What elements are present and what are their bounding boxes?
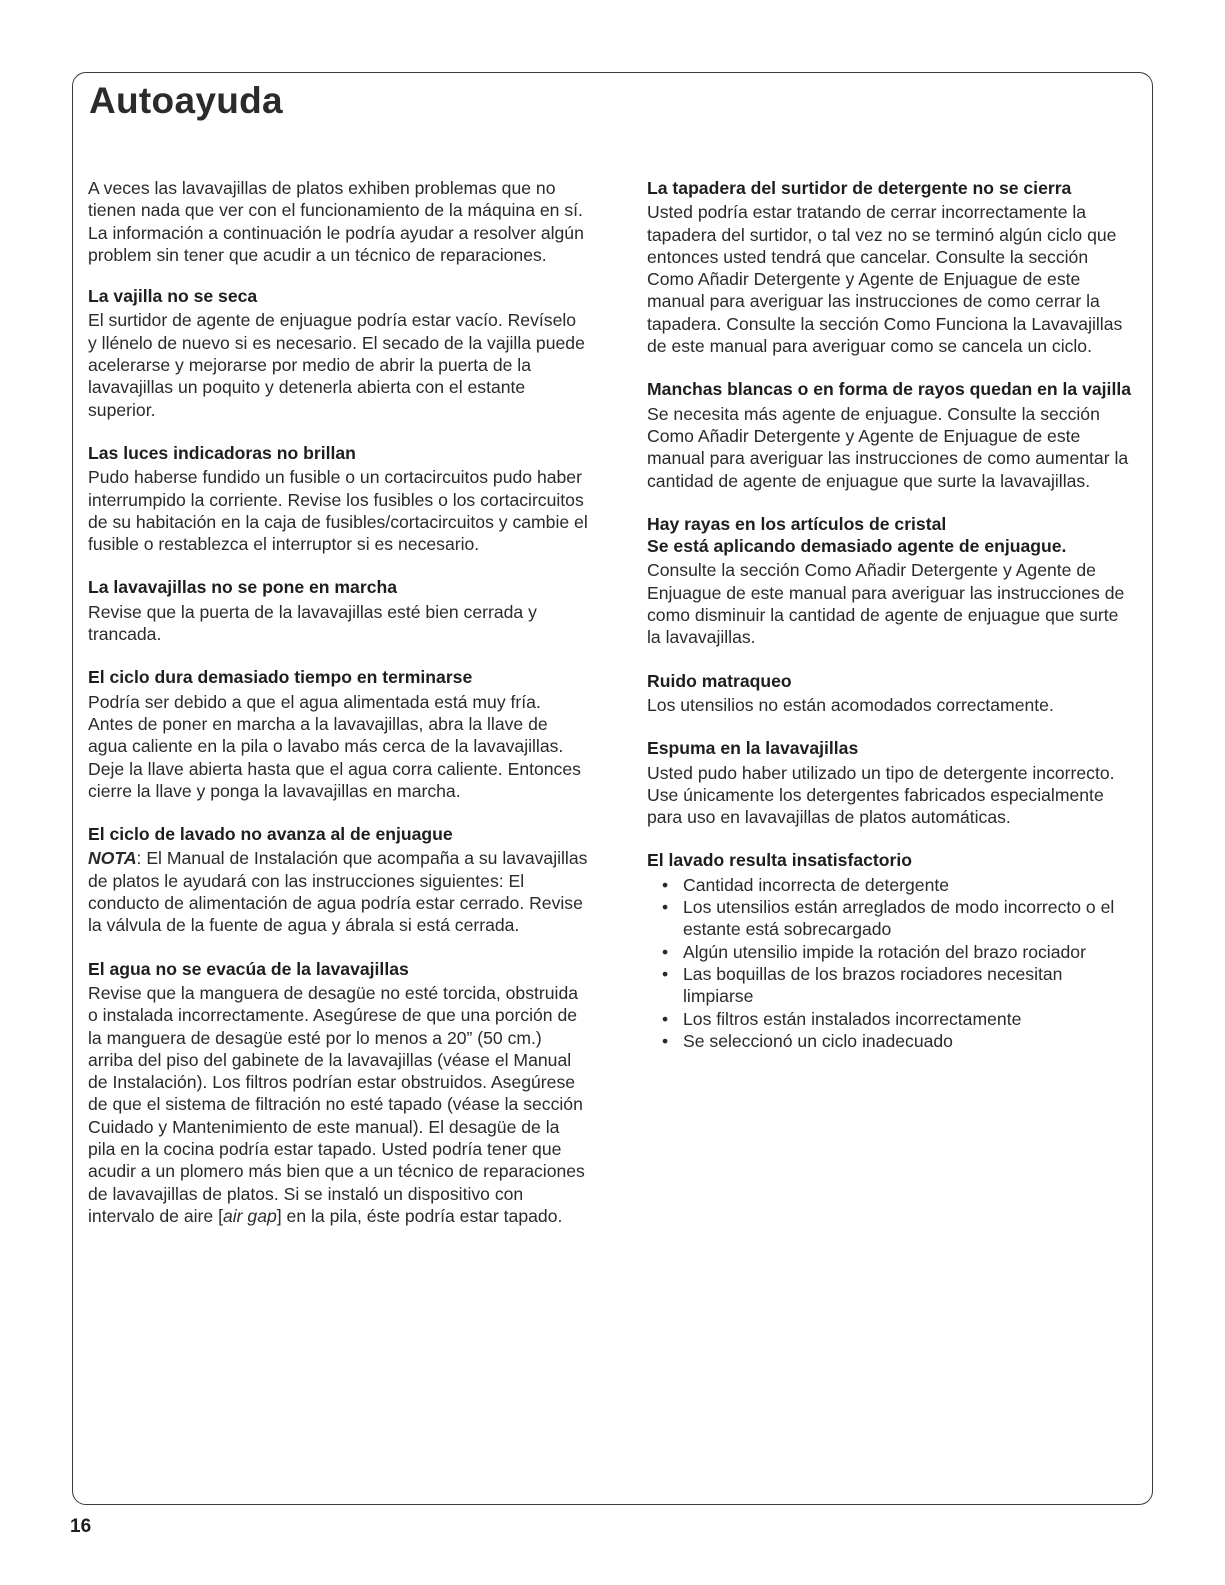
section-espuma bbox=[647, 737, 1137, 828]
section-text: Los utensilios no están acomodados correctamente. bbox=[647, 694, 1054, 715]
section-heading: Espuma en la lavavajillas bbox=[647, 738, 859, 759]
section-rayas-cristal bbox=[647, 513, 1137, 649]
section-no-se-pone-en-marcha bbox=[88, 576, 588, 645]
section-agua-no-se-evacua bbox=[88, 958, 588, 1228]
section-text: Consulte la sección Como Añadir Detergente y Agente de Enjuague de este manual para averiguar las instrucciones de como disminuir la cantidad de agente de enjuague que surte la lavavajillas. bbox=[647, 560, 1125, 648]
bullet-icon: • bbox=[662, 874, 669, 895]
list-item-text: Los utensilios están arreglados de modo incorrecto o el estante está sobrecargado bbox=[683, 897, 1115, 940]
section-text: El surtidor de agente de enjuague podría estar vacío. Revíselo y llénelo de nuevo si es necesario. El secado de la vajilla puede acelerarse y mejorarse por medio de abrir la puerta de la lavavajillas un poquito y detenerla abierta con el estante superior. bbox=[88, 310, 585, 420]
section-text: Se necesita más agente de enjuague. Consulte la sección Como Añadir Detergente y Agente de Enjuague de este manual para averiguar las instrucciones de como aumentar la cantidad de agente de enjuague que surte la lavavajillas. bbox=[647, 403, 1129, 491]
list-item bbox=[647, 1008, 1137, 1030]
left-column bbox=[88, 177, 588, 1248]
section-heading: El lavado resulta insatisfactorio bbox=[647, 850, 912, 871]
section-manchas-blancas bbox=[647, 378, 1137, 491]
bullet-icon: • bbox=[662, 1030, 669, 1051]
section-heading: Hay rayas en los artículos de cristal bbox=[647, 513, 947, 534]
list-item bbox=[647, 963, 1137, 1008]
list-item-text: Las boquillas de los brazos rociadores necesitan limpiarse bbox=[683, 963, 1063, 1007]
section-heading: El ciclo de lavado no avanza al de enjuague bbox=[88, 824, 453, 845]
bullet-icon: • bbox=[662, 941, 669, 962]
section-ciclo-no-avanza bbox=[88, 823, 588, 936]
section-luces-no-brillan bbox=[88, 442, 588, 555]
section-subheading: Se está aplicando demasiado agente de enjuague. bbox=[647, 536, 1067, 557]
bullet-icon: • bbox=[662, 963, 669, 984]
section-text bbox=[88, 982, 588, 1227]
section-lavado-insatisfactorio bbox=[647, 849, 1137, 1052]
right-column bbox=[647, 177, 1137, 1073]
list-item bbox=[647, 1030, 1137, 1052]
note-label: NOTA bbox=[88, 848, 137, 869]
section-heading: Ruido matraqueo bbox=[647, 670, 792, 691]
section-heading: La tapadera del surtidor de detergente no se cierra bbox=[647, 178, 1072, 198]
list-item bbox=[647, 941, 1137, 963]
bullet-icon: • bbox=[662, 897, 669, 918]
section-text: Pudo haberse fundido un fusible o un cortacircuitos pudo haber interrumpido la corriente. Revise los fusibles o los cortacircuitos de su habitación en la caja de fusibles/cortacircuitos y cambie el fusible o restablezca el interruptor si es necesario. bbox=[88, 467, 588, 555]
section-tapadera-no-se-cierra bbox=[647, 177, 1137, 357]
section-heading: La vajilla no se seca bbox=[88, 286, 258, 307]
list-item bbox=[647, 874, 1137, 896]
section-text: Usted pudo haber utilizado un tipo de detergente incorrecto. Use únicamente los detergentes fabricados especialmente para uso en lavavajillas de platos automáticas. bbox=[647, 762, 1115, 828]
section-heading: La lavavajillas no se pone en marcha bbox=[88, 577, 398, 598]
section-ciclo-dura-demasiado bbox=[88, 666, 588, 802]
section-text: Podría ser debido a que el agua alimentada está muy fría. Antes de poner en marcha a la lavavajillas, abra la llave de agua caliente en la pila o lavabo más cerca de la lavavajillas. Deje la llave abierta hasta que el agua corra caliente. Entonces cierre la llave y ponga la lavavajillas en marcha. bbox=[88, 691, 581, 801]
list-item-text: Los filtros están instalados incorrectamente bbox=[683, 1008, 1022, 1029]
section-text bbox=[88, 847, 588, 936]
list-item-text: Algún utensilio impide la rotación del brazo rociador bbox=[683, 941, 1086, 962]
note-text: : El Manual de Instalación que acompaña a su lavavajillas de platos le ayudará con las instrucciones siguientes: El conducto de alimentación de agua podría estar cerrado. Revise la válvula de la fuente de agua y ábrala si está cerrada. bbox=[88, 848, 588, 936]
text-part: ] en la pila, éste podría estar tapado. bbox=[276, 1205, 563, 1226]
section-text: Revise que la puerta de la lavavajillas esté bien cerrada y trancada. bbox=[88, 601, 537, 645]
list-item-text: Se seleccionó un ciclo inadecuado bbox=[683, 1030, 953, 1051]
section-heading: El agua no se evacúa de la lavavajillas bbox=[88, 958, 409, 979]
section-text: Usted podría estar tratando de cerrar incorrectamente la tapadera del surtidor, o tal vez no se terminó algún ciclo que entonces usted tendrá que cancelar. Consulte la sección Como Añadir Detergente y Agente de Enjuague de este manual para averiguar las instrucciones de como cerrar la tapadera. Consulte la sección Como Funciona la Lavavajillas de este manual para averiguar como se cancela un ciclo. bbox=[647, 202, 1123, 357]
section-ruido-matraqueo bbox=[647, 670, 1137, 717]
bullet-list bbox=[647, 874, 1137, 1052]
text-part: Revise que la manguera de desagüe no esté torcida, obstruida o instalada incorrectamente. Asegúrese de que una porción de la manguera de desagüe esté por lo menos a 20” (50 cm.) arriba del piso del gabinete de la lavavajillas (véase el Manual de Instalación). Los filtros podrían estar obstruidos. Asegúrese de que el sistema de filtración no esté tapado (véase la sección Cuidado y Mantenimiento de este manual). El desagüe de la pila en la cocina podría estar tapado. Usted podría tener que acudir a un plomero más bien que a un técnico de reparaciones de lavavajillas de platos. Si se instaló un dispositivo con intervalo de aire [ bbox=[88, 982, 585, 1226]
section-vajilla-no-se-seca bbox=[88, 285, 588, 421]
section-heading: El ciclo dura demasiado tiempo en terminarse bbox=[88, 667, 473, 688]
section-heading: Manchas blancas o en forma de rayos quedan en la vajilla bbox=[647, 379, 1131, 400]
intro-paragraph: A veces las lavavajillas de platos exhiben problemas que no tienen nada que ver con el funcionamiento de la máquina en sí. La información a continuación le podría ayudar a resolver algún problem sin tener que acudir a un técnico de reparaciones. bbox=[88, 178, 584, 265]
list-item bbox=[647, 896, 1137, 941]
air-gap-term: air gap bbox=[222, 1205, 277, 1226]
section-heading: Las luces indicadoras no brillan bbox=[88, 442, 356, 463]
page-title: Autoayuda bbox=[89, 80, 283, 121]
list-item-text: Cantidad incorrecta de detergente bbox=[683, 874, 950, 895]
bullet-icon: • bbox=[662, 1008, 669, 1029]
page-number: 16 bbox=[70, 1516, 92, 1537]
